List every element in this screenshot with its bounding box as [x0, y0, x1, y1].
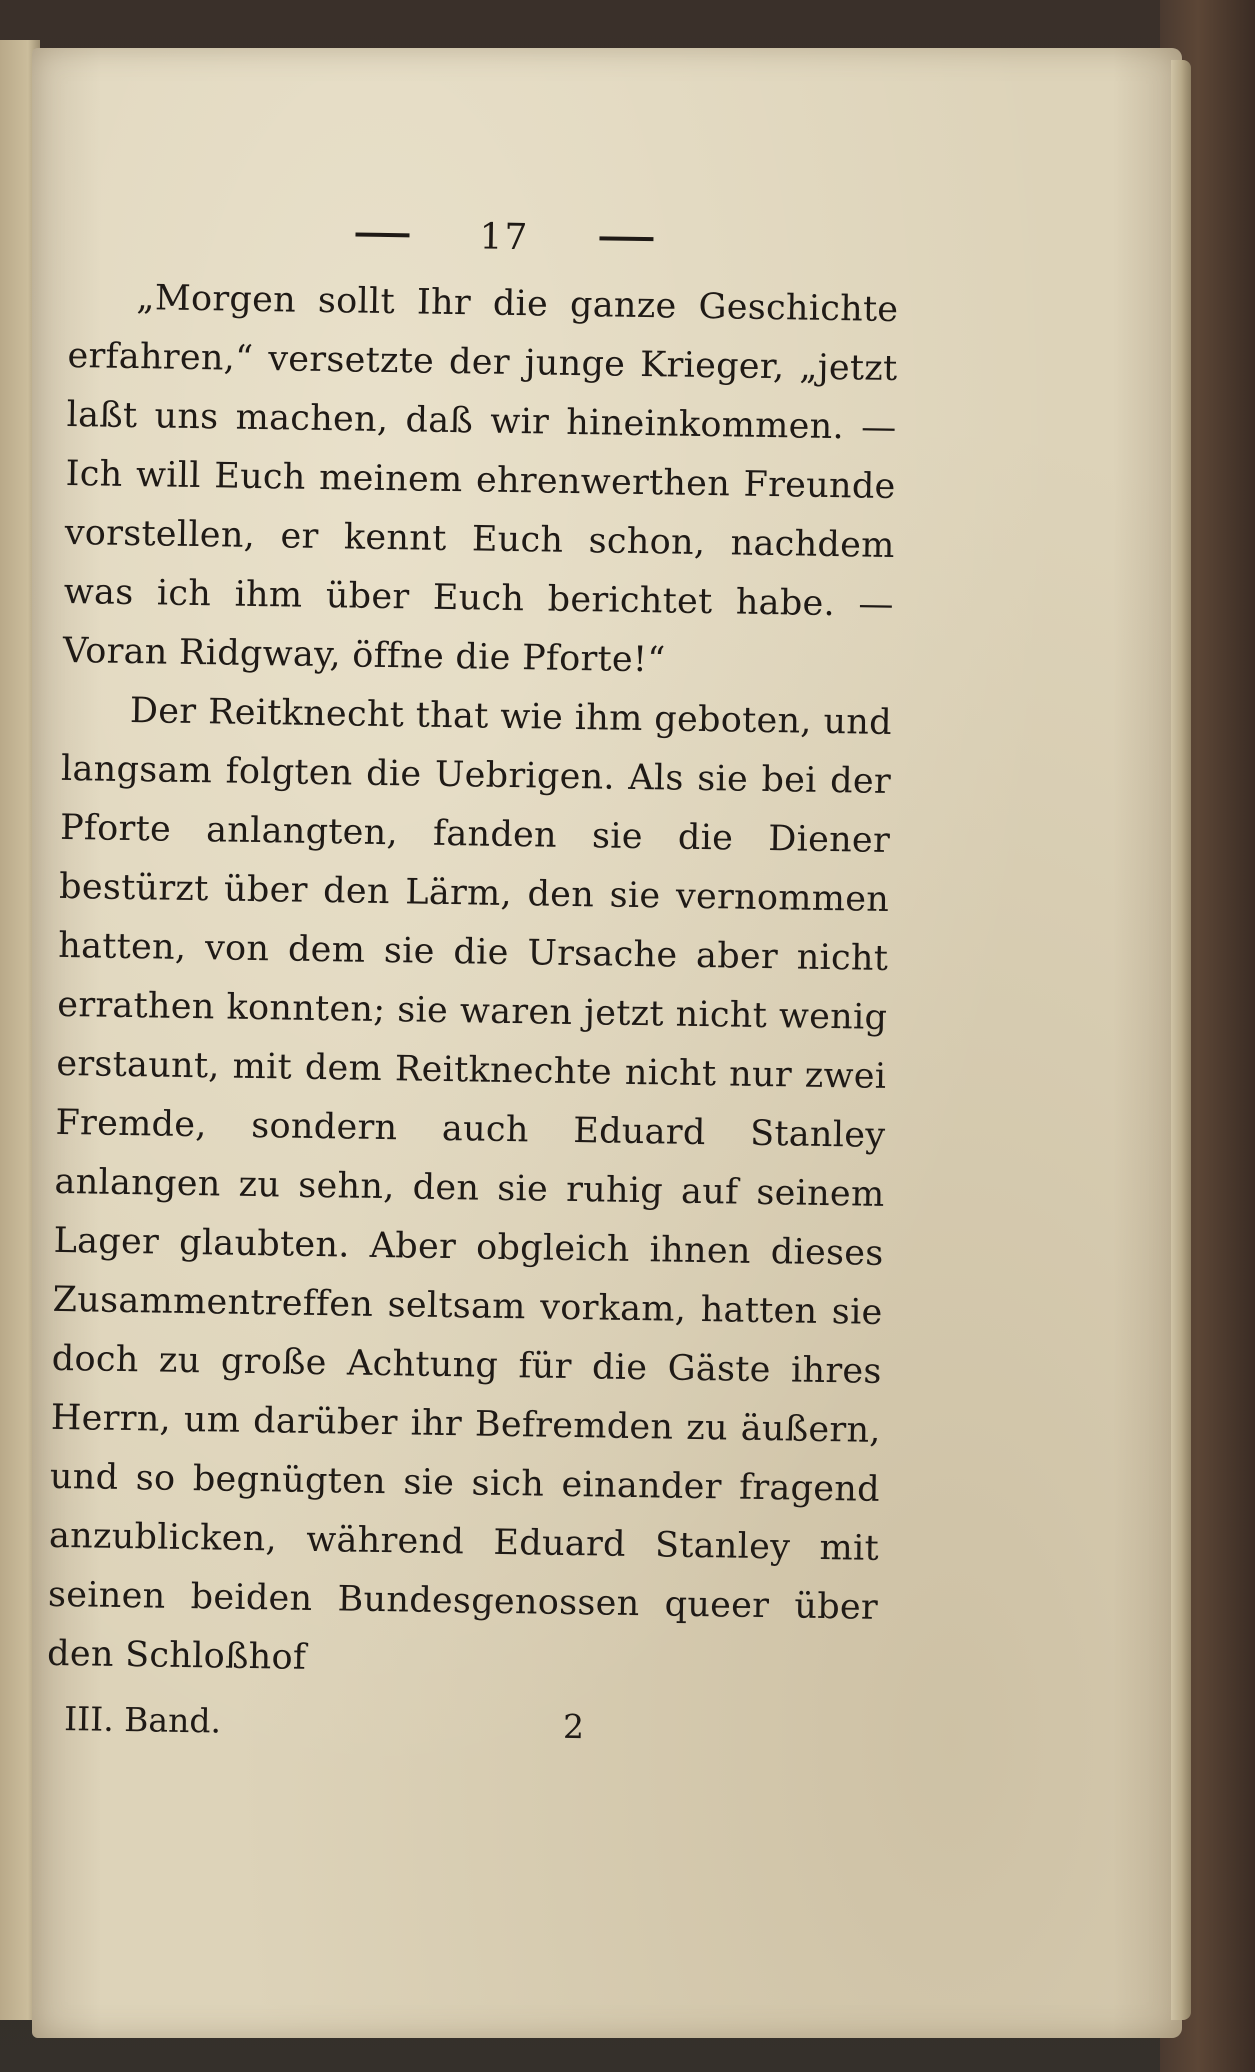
- running-head: [109, 201, 900, 273]
- paragraph-narration: Der Reitknecht that wie ihm geboten, und langsam folgten die Uebrigen. Als sie bei der Pforte anlangten, fanden sie die Diener bestürzt über den Lärm, den sie vernommen hatten, von dem sie die Ursache aber nicht errathen konnten; sie waren jetzt nicht wenig erstaunt, mit dem Reitknechte nicht nur zwei Fremde, sondern auch Eduard Stanley anlangen zu sehn, den sie ruhig auf seinem Lager glaubten. Aber obgleich ihnen dieses Zusammentreffen seltsam vorkam, hatten sie doch zu große Achtung für die Gäste ihres Herrn, um darüber ihr Befremden zu äußern, und so begnügten sie sich einander fragend anzublicken, während Eduard Stanley mit seinen beiden Bundesgenossen queer über den Schloßhof: [46, 691, 893, 1678]
- signature-mark: 2: [562, 1706, 585, 1747]
- page-stack-edge: [1171, 60, 1191, 2020]
- running-head-dash-left: [356, 232, 410, 237]
- paragraph-dialogue: „Morgen sollt Ihr die ganze Geschichte erfahren,“ versetzte der junge Krieger, „jetzt laßt uns machen, daß wir hineinkommen. — Ich will Euch meinem ehrenwerthen Freunde vorstellen, er kennt Euch schon, nachdem was ich ihm über Euch berichtet habe. — Voran Ridgway, öffne die Pforte!“: [62, 278, 899, 681]
- page-number: 17: [479, 215, 530, 258]
- volume-label: III. Band.: [63, 1699, 222, 1741]
- page-footer: [64, 1694, 585, 1752]
- running-head-dash-right: [599, 236, 653, 241]
- page-text-block: [46, 200, 900, 1757]
